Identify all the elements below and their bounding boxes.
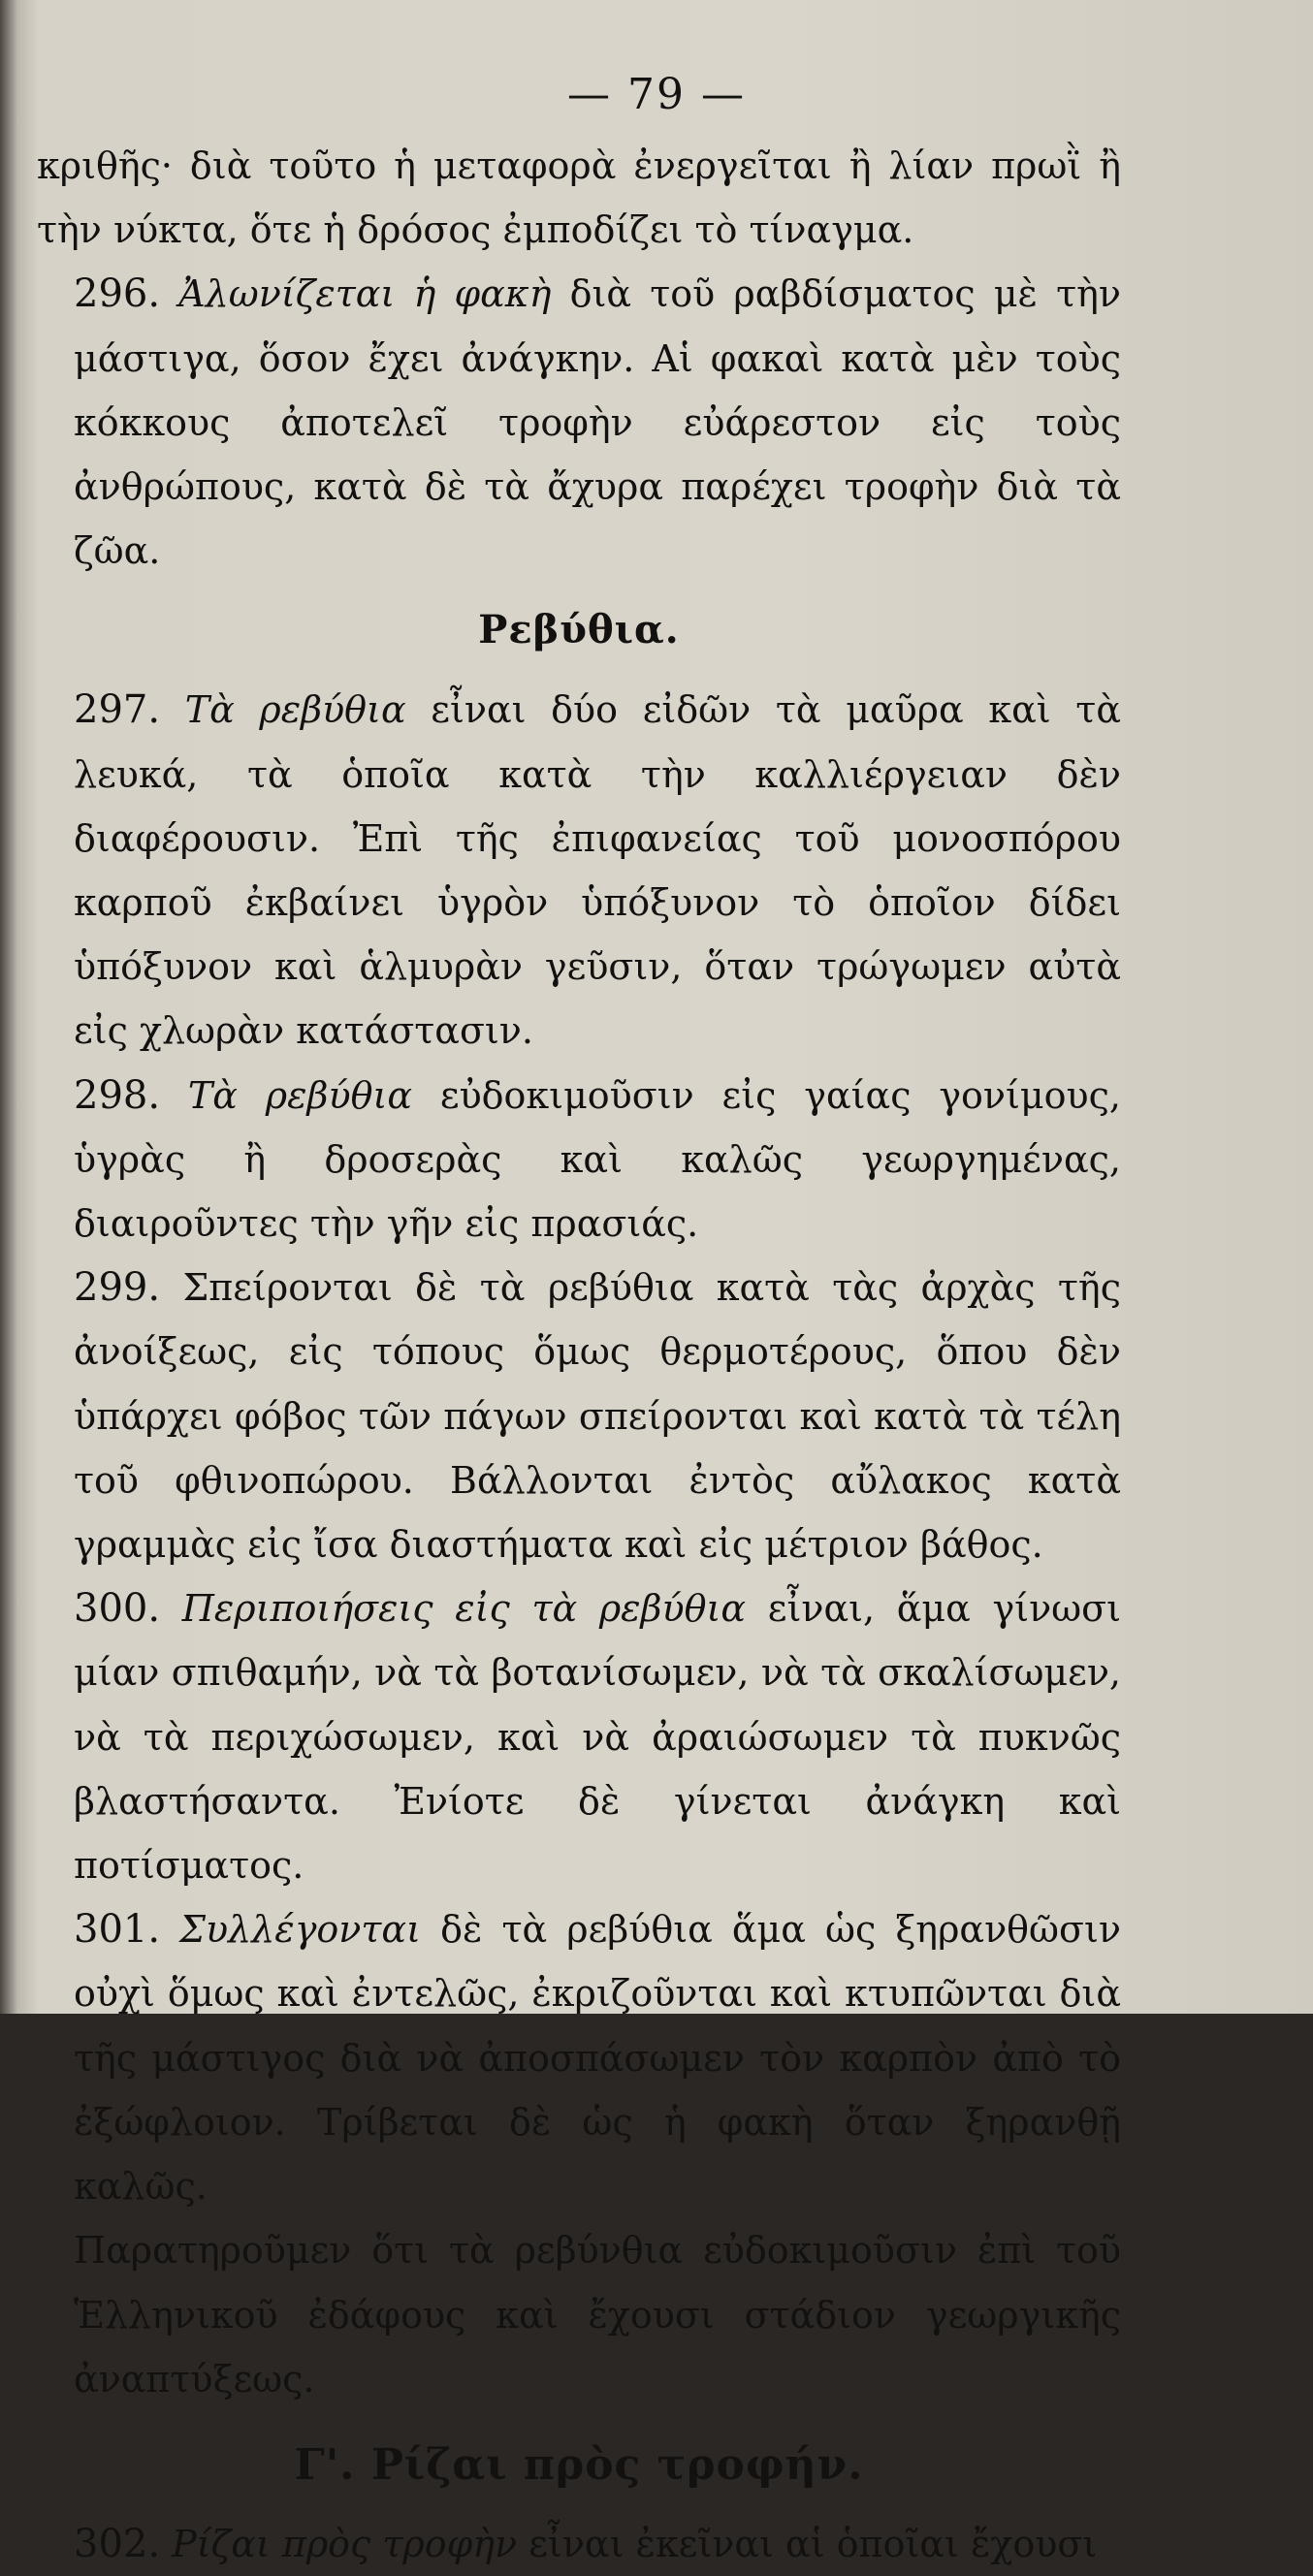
section-heading-roots: Γ'. Ρίζαι πρὸς τροφήν. (294, 2439, 864, 2490)
paragraph-lead: Τὰ ρεβύθια (187, 1073, 413, 1117)
paragraph-text: εἶναι, ἅμα γίνωσι μίαν σπιθαμήν, νὰ τὰ βοτανίσωμεν, νὰ τὰ σκαλίσωμεν, νὰ τὰ περιχώσωμεν, καὶ νὰ ἀραιώσωμεν τὰ πυκνῶς βλαστήσαντα. Ἐνίοτε δὲ γίνεται ἀνάγκη καὶ ποτίσματος. (74, 1587, 1121, 1888)
paragraph-observation: Παρατηροῦμεν ὅτι τὰ ρεβύνθια εὐδοκιμοῦσιν ἐπὶ τοῦ Ἑλληνικοῦ ἐδάφους καὶ ἔχουσι στάδιον γεωργικῆς ἀναπτύξεως. (74, 2229, 1121, 2401)
page-number: — 79 — (567, 70, 746, 119)
paragraph-text: εἶναι ἐκεῖναι αἱ ὁποῖαι ἔχουσι (528, 2522, 1098, 2565)
paragraph-number: 301. (74, 1907, 161, 1953)
paragraph-number: 299. (74, 1265, 161, 1311)
paragraph-297 (37, 678, 1121, 1063)
paragraph-number: 296. (74, 271, 161, 317)
paragraph-number: 298. (74, 1072, 161, 1118)
paragraph-300 (37, 1576, 1121, 1897)
paragraph-lead: Ρίζαι πρὸς τροφὴν (172, 2522, 518, 2565)
paragraph-lead: Περιποιήσεις εἰς τὰ ρεβύθια (181, 1587, 747, 1631)
paragraph-text: εὐδοκιμοῦσιν εἰς γαίας γονίμους, ὑγρὰς ἢ δροσερὰς καὶ καλῶς γεωργημένας, διαιροῦντες τὴν γῆν εἰς πρασιάς. (74, 1073, 1121, 1246)
paragraph-text: εἶναι δύο εἰδῶν τὰ μαῦρα καὶ τὰ λευκά, τὰ ὁποῖα κατὰ τὴν καλλιέργειαν δὲν διαφέρουσιν. Ἐπὶ τῆς ἐπιφανείας τοῦ μονοσπόρου καρποῦ ἐκβαίνει ὑγρὸν ὑπόξυνον τὸ ὁποῖον δίδει ὑπόξυνον καὶ ἁλμυρὰν γεῦσιν, ὅταν τρώγωμεν αὐτὰ εἰς χλωρὰν κατάστασιν. (74, 688, 1121, 1053)
paragraph-text: Σπείρονται δὲ τὰ ρεβύθια κατὰ τὰς ἀρχὰς τῆς ἀνοίξεως, εἰς τόπους ὅμως θερμοτέρους, ὅπου δὲν ὑπάρχει φόβος τῶν πάγων σπείρονται καὶ κατὰ τὰ τέλη τοῦ φθινοπώρου. Βάλλονται ἐντὸς αὔλακος κατὰ γραμμὰς εἰς ἴσα διαστήματα καὶ εἰς μέτριον βάθος. (74, 1266, 1121, 1567)
paragraph-296 (37, 262, 1121, 583)
paragraph-301 (37, 1897, 1121, 2218)
paragraph-lead: Συλλέγονται (179, 1908, 421, 1952)
paragraph-298 (37, 1064, 1121, 1256)
paragraph-number: 297. (74, 687, 161, 733)
body-text (37, 134, 1121, 2576)
paragraph-text: διὰ τοῦ ραβδίσματος μὲ τὴν μάστιγα, ὅσον ἔχει ἀνάγκην. Αἱ φακαὶ κατὰ μὲν τοὺς κόκκους ἀποτελεῖ τροφὴν εὐάρεστον εἰς τοὺς ἀνθρώπους, κατὰ δὲ τὰ ἄχυρα παρέχει τροφὴν διὰ τὰ ζῶα. (74, 272, 1121, 573)
paragraph-text: δὲ τὰ ρεβύθια ἅμα ὡς ξηρανθῶσιν οὐχὶ ὅμως καὶ ἐντελῶς, ἐκριζοῦνται καὶ κτυπῶνται διὰ τῆς μάστιγος διὰ νὰ ἀποσπάσωμεν τὸν καρπὸν ἀπὸ τὸ ἐξώφλοιον. Τρίβεται δὲ ὡς ἡ φακὴ ὅταν ξηρανθῇ καλῶς. (74, 1908, 1121, 2209)
paragraph-302 (37, 2512, 1121, 2576)
paragraph-intro: κριθῆς· διὰ τοῦτο ἡ μεταφορὰ ἐνεργεῖται ἢ λίαν πρωῒ ἢ τὴν νύκτα, ὅτε ἡ δρόσος ἐμποδίζει τὸ τίναγμα. (37, 144, 1121, 252)
paragraph-lead: Τὰ ρεβύθια (184, 688, 406, 732)
paragraph-number: 302. (74, 2521, 161, 2566)
paragraph-299 (37, 1256, 1121, 1576)
paragraph-number: 300. (74, 1586, 161, 1632)
paragraph-lead: Ἀλωνίζεται ἡ φακὴ (178, 272, 552, 316)
section-heading-revythia: Ρεβύθια. (478, 607, 680, 653)
